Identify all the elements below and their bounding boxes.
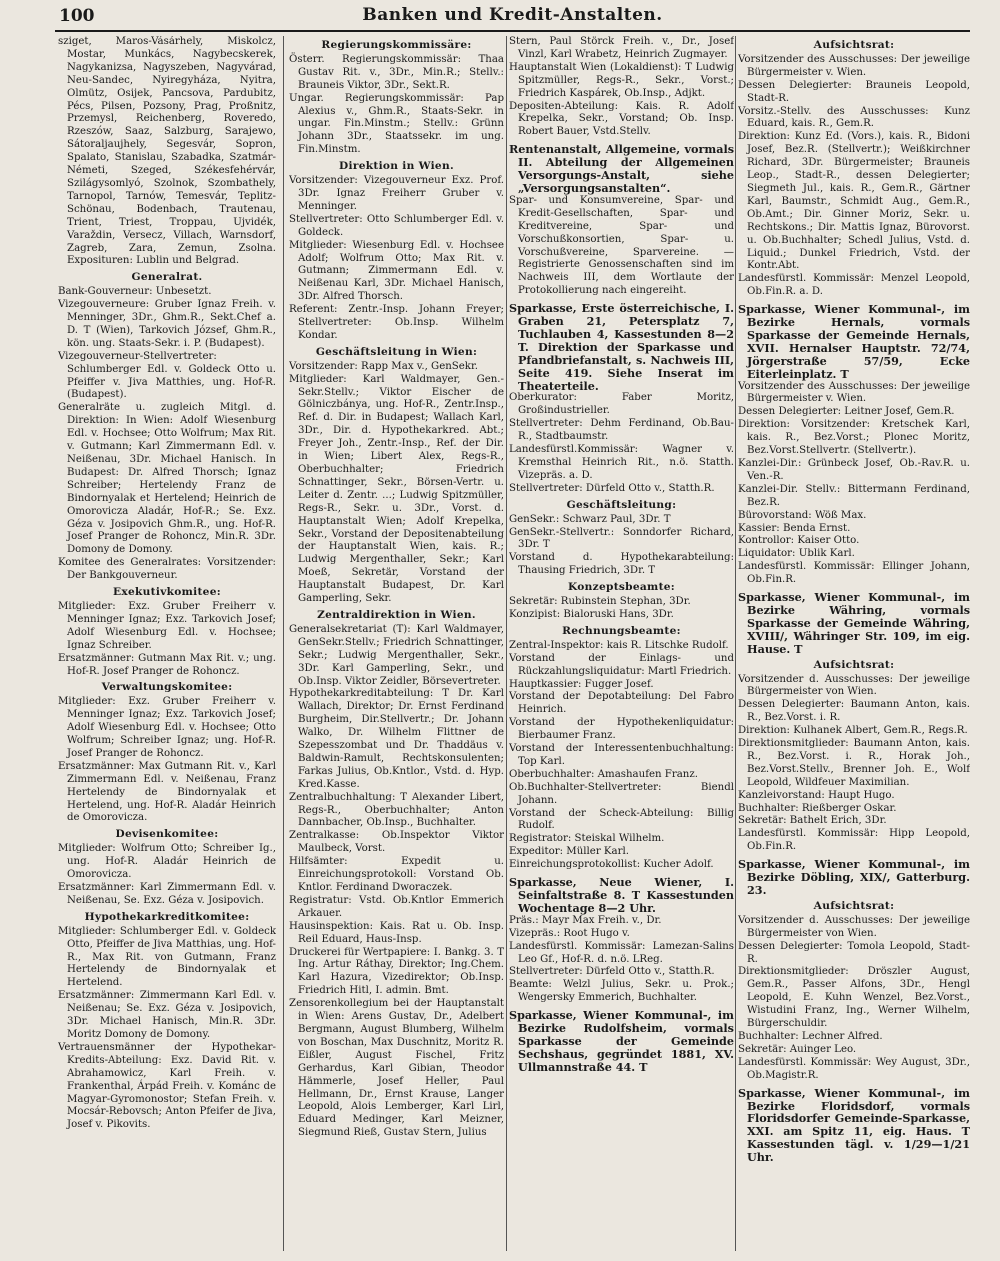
entry-paragraph: Bank-Gouverneur: Unbesetzt. <box>58 286 212 298</box>
section-heading: Aufsichtsrat: <box>813 658 895 671</box>
entry-paragraph: Zentral-Inspektor: kais R. Litschke Rudolf. <box>509 639 729 651</box>
text-column-2 <box>289 36 504 1251</box>
entry-paragraph: Einreichungsprotokollist: Kucher Adolf. <box>509 859 714 871</box>
entry-paragraph: Registratur: Vstd. Ob.Kntlor Emmerich Arkauer. <box>289 894 504 919</box>
section-heading: Zentraldirektion in Wien. <box>317 608 476 621</box>
entry-paragraph: Konzipist: Bialoruski Hans, 3Dr. <box>509 608 674 620</box>
entry-paragraph: Vizepräs.: Root Hugo v. <box>509 927 630 939</box>
entry-paragraph: Direktion: Kulhanek Albert, Gem.R., Regs.R. <box>738 725 968 737</box>
entry-paragraph: Sekretär: Rubinstein Stephan, 3Dr. <box>509 596 691 608</box>
entry-paragraph: Dessen Delegierter: Brauneis Leopold, Stadt-R. <box>738 79 970 104</box>
entry-paragraph: Hypothekarkreditabteilung: T Dr. Karl Wallach, Direktor; Dr. Ernst Ferdinand Burgheim, Dir.Stellvertr.; Dr. Johann Walko, Dr. Wilhelm Flittner de Szepesszombat und Dr. Thaddäus v. Baldwin-Ramult, Rechtskonsulenten; Farkas Julius, Ob.Kntlor., Vstd. d. Hyp. Kred.Kasse. <box>289 688 504 790</box>
entry-paragraph: Hilfsämter: Expedit u. Einreichungsprotokoll: Vorstand Ob. Kntlor. Ferdinand Dworaczek. <box>289 856 504 893</box>
entry-paragraph: Mitglieder: Exz. Gruber Freiherr v. Menninger Ignaz; Exz. Tarkovich Josef; Adolf Wiesenburg Edl. v. Hochsee; Ignaz Schreiber. <box>58 600 276 651</box>
entry-paragraph: Ungar. Regierungskommissär: Pap Alexius v., Ghm.R., Staats-Sekr. in ungar. Fin.Minstm.; Stellv.: Grünn Johann 3Dr., Staatssekr. im ung. Fin.Minstm. <box>289 92 504 156</box>
entry-paragraph: Dessen Delegierter: Baumann Anton, kais. R., Bez.Vorst. i. R. <box>738 699 970 724</box>
column-rule <box>506 36 507 1251</box>
entry-paragraph: Hausinspektion: Kais. Rat u. Ob. Insp. Reil Eduard, Haus-Insp. <box>289 920 504 945</box>
entry-paragraph: Sekretär: Auinger Leo. <box>738 1043 857 1055</box>
entry-paragraph: Mitglieder: Karl Waldmayer, Gen.-Sekr.Stellv.; Viktor Eischer de Gölniczbánya, ung. Hof-R., Zentr.Insp., Ref. d. Dir. in Budapest; Wallach Karl, 3Dr., Dir. d. Hypothekarkred. Abt.; Freyer Joh., Zentr.-Insp., Ref. der Dir. in Wien; Libert Alex, Regs-R., Oberbuchhalter; Friedrich Schnattinger, Sekr., Börsen-Vertr. u. Leiter d. Zentr. ...; Ludwig Spitzmüller, Regs-R., Sekr. u. 3Dr., Vorst. d. Hauptanstalt Wien; Adolf Krepelka, Sekr., Vorstand der Depositenabteilung der Hauptanstalt Wien, kais. R.; Ludwig Mergenthaller, Sekr.; Karl Moeß, Sekretär, Vorstand der Hauptanstalt Budapest, Dr. Karl Gamperling, Sekr. <box>289 373 504 605</box>
entry-paragraph: Spar- und Konsumvereine, Spar- und Kredit-Gesellschaften, Spar- und Kreditvereine, Spar- und Vorschußkonsortien, Spar- u. Vorschußvereine, Sparvereine. — Registrierte Genossenschaften sind im Nachweis III, dem Wortlaute der Protokollierung nach eingereiht. <box>509 194 734 297</box>
entry-paragraph: Buchhalter: Rießberger Oskar. <box>738 802 897 814</box>
entry-heading: Sparkasse, Wiener Kommunal-, im Bezirke Döbling, XIX/, Gatterburg. 23. <box>738 857 970 897</box>
entry-paragraph: Oberkurator: Faber Moritz, Großindustrieller. <box>509 392 734 417</box>
text-column-1 <box>58 36 276 1251</box>
entry-paragraph: Ob.Buchhalter-Stellvertreter: Biendl Johann. <box>509 781 734 806</box>
entry-paragraph: Liquidator: Ublik Karl. <box>738 548 855 560</box>
entry-paragraph: Vorsitzender d. Ausschusses: Der jeweilige Bürgermeister von Wien. <box>738 914 970 939</box>
entry-paragraph: Hauptkassier: Fugger Josef. <box>509 678 654 690</box>
entry-paragraph: Vorstand der Einlags- und Rückzahlungsliquidatur: Martl Friedrich. <box>509 652 734 677</box>
entry-paragraph: Mitglieder: Schlumberger Edl. v. Goldeck Otto, Pfeiffer de Jiva Matthias, ung. Hof-R., Max Rit. von Gutmann, Franz Hertelendy de Bindornyalak et Hertelend. <box>58 925 276 989</box>
entry-paragraph: Hauptanstalt Wien (Lokaldienst): T Ludwig Spitzmüller, Regs-R., Sekr., Vorst.; Friedrich Kaspárek, Ob.Insp., Adjkt. <box>509 61 734 99</box>
entry-paragraph: Generalräte u. zugleich Mitgl. d. Direktion: In Wien: Adolf Wiesenburg Edl. v. Hochsee; Otto Wolfrum; Max Rit. v. Gutmann; Karl Zimmermann Edl. v. Neißenau, 3Dr. Michael Hanisch. In Budapest: Dr. Alfred Thorsch; Ignaz Schreiber; Hertelendy Franz de Bindornyalak et Hertelend; Heinrich de Omorovicza Aladár, Hof-R.; Se. Exz. Géza v. Josipovich Ghm.R., ung. Hof-R. Josef Pranger de Rohoncz, Min.R. 3Dr. Domony de Domony. <box>58 402 276 556</box>
entry-paragraph: Stellvertreter: Dürfeld Otto v., Statth.R. <box>509 482 715 494</box>
column-rule <box>735 36 736 1251</box>
entry-paragraph: Vorsitzender des Ausschusses: Der jeweilige Bürgermeister v. Wien. <box>738 53 970 78</box>
section-heading: Rechnungsbeamte: <box>562 624 681 637</box>
entry-paragraph: Buchhalter: Lechner Alfred. <box>738 1030 883 1042</box>
entry-paragraph: Stellvertreter: Otto Schlumberger Edl. v. Goldeck. <box>289 213 504 238</box>
entry-heading: Sparkasse, Wiener Kommunal-, im Bezirke Floridsdorf, vormals Floridsdorfer Gemeinde-Sparkasse, XXI. am Spitz 11, eig. Haus. T Kassestunden tägl. v. 1/29—1/21 Uhr. <box>738 1085 970 1165</box>
entry-heading: Sparkasse, Erste österreichische, I. Graben 21, Petersplatz 7, Tuchlauben 4, Kassestunden 8—2 T. Direktion der Sparkasse und Pfandbriefanstalt, s. Nachweis III, Seite 419. Siehe Inserat im Theaterteile. <box>509 301 734 393</box>
entry-paragraph: Zentralkasse: Ob.Inspektor Viktor Maulbeck, Vorst. <box>289 830 504 855</box>
entry-paragraph: Vorstand der Interessentenbuchhaltung: Top Karl. <box>509 743 734 767</box>
entry-paragraph: Stellvertreter: Dehm Ferdinand, Ob.Bau-R., Stadtbaumstr. <box>509 418 734 443</box>
entry-paragraph: Kanzleivorstand: Haupt Hugo. <box>738 789 895 801</box>
entry-paragraph: Dessen Delegierter: Tomola Leopold, Stadt-R. <box>738 940 970 965</box>
entry-paragraph: Vorsitzender: Rapp Max v., GenSekr. <box>289 360 478 372</box>
entry-paragraph: Direktionsmitglieder: Baumann Anton, kais. R., Bez.Vorst. i. R., Horak Joh., Bez.Vorst.Stellv., Brenner Joh. E., Wolf Leopold, Wildfeuer Maximilian. <box>738 738 970 788</box>
entry-paragraph: Direktionsmitglieder: Dröszler August, Gem.R., Passer Alfons, 3Dr., Hengl Leopold, E. Kuhn Wenzel, Bez.Vorst., Wistudini Franz, Ing., Werner Wilhelm, Bürgerschuldir. <box>738 966 970 1030</box>
page-number: 100 <box>59 6 95 26</box>
entry-paragraph: Vizegouverneure: Gruber Ignaz Freih. v. Menninger, 3Dr., Ghm.R., Sekt.Chef a. D. T (Wien), Tarkovich József, Ghm.R., kön. ung. Staats-Sekr. i. P. (Budapest). <box>58 299 276 349</box>
running-title: Banken und Kredit-Anstalten. <box>362 5 663 25</box>
entry-paragraph: sziget, Maros-Vásárhely, Miskolcz, Mostar, Munkács, Nagybecskerek, Nagykanizsa, Nagyszeben, Nagyvárad, Neu-Sandec, Nyiregyháza, Nyitra, Olmütz, Osijek, Pancsova, Pardubitz, Pécs, Pilsen, Pozsony, Prag, Proßnitz, Przemysl, Reichenberg, Roveredo, Rzeszów, Saaz, Salzburg, Sarajewo, Sátoraljaujhely, Segesvár, Sopron, Spalato, Stanislau, Szabadka, Szatmár-Németi, Szeged, Székesfehérvár, Szilágysomlyó, Szolnok, Szombathely, Tarnopol, Tarnów, Temesvár, Teplitz-Schönau, Bodenbach, Trautenau, Trient, Triest, Troppau, Ujvidék, Varaždin, Versecz, Villach, Warnsdorf, Zagreb, Zara, Zemun, Zsolna. Exposituren: Lublin und Belgrad. <box>58 36 276 267</box>
entry-paragraph: Druckerei für Wertpapiere: I. Bankg. 3. T Ing. Artur Ráthay, Direktor; Ing.Chem. Karl Hazura, Vizedirektor; Ob.Insp. Friedrich Hitl, I. admin. Bmt. <box>289 946 504 997</box>
entry-paragraph: Landesfürstl. Kommissär: Ellinger Johann, Ob.Fin.R. <box>738 561 970 586</box>
entry-heading: Sparkasse, Neue Wiener, I. Seinfaltstraße 8. T Kassestunden Wochentage 8—2 Uhr. <box>509 875 734 915</box>
entry-paragraph: Österr. Regierungskommissär: Thaa Gustav Rit. v., 3Dr., Min.R.; Stellv.: Brauneis Viktor, 3Dr., Sekt.R. <box>289 53 504 91</box>
entry-heading: Sparkasse, Wiener Kommunal-, im Bezirke Rudolfsheim, vormals Sparkasse der Gemeinde Sechshaus, gegründet 1881, XV. Ullmannstraße 44. T <box>509 1008 734 1074</box>
entry-paragraph: Registrator: Steiskal Wilhelm. <box>509 833 665 845</box>
section-heading: Generalrat. <box>131 271 203 284</box>
entry-paragraph: Ersatzmänner: Zimmermann Karl Edl. v. Neißenau; Se. Exz. Géza v. Josipovich, 3Dr. Michael Hanisch, Min.R. 3Dr. Moritz Domony de Domony. <box>58 990 276 1040</box>
section-heading: Aufsichtsrat: <box>813 899 895 912</box>
entry-paragraph: Mitglieder: Wolfrum Otto; Schreiber Ig., ung. Hof-R. Aladár Heinrich de Omorovicza. <box>58 843 276 881</box>
section-heading: Exekutivkomitee: <box>113 586 221 599</box>
entry-paragraph: Kanzlei-Dir. Stellv.: Bittermann Ferdinand, Bez.R. <box>738 483 970 508</box>
entry-paragraph: Vertrauensmänner der Hypothekar-Kredits-Abteilung: Exz. David Rit. v. Abrahamowicz, Karl Freih. v. Frankenthal, Árpád Freih. v. Kománc de Magyar-Gyromonostor; Stefan Freih. v. Mocsár-Rebovsch; Anton Pfeifer de Jiva, Josef v. Pikovits. <box>58 1041 276 1131</box>
section-heading: Geschäftsleitung in Wien: <box>315 345 478 358</box>
text-column-4 <box>738 36 970 1251</box>
entry-heading: Sparkasse, Wiener Kommunal-, im Bezirke Währing, vormals Sparkasse der Gemeinde Währing, XVIII/, Währinger Str. 109, im eig. Hause. T <box>738 590 970 656</box>
entry-paragraph: Landesfürstl. Kommissär: Hipp Leopold, Ob.Fin.R. <box>738 828 970 853</box>
entry-paragraph: Kassier: Benda Ernst. <box>738 522 851 534</box>
entry-paragraph: Kanzlei-Dir.: Grünbeck Josef, Ob.-Rav.R. u. Ven.-R. <box>738 458 970 482</box>
entry-paragraph: Zensorenkollegium bei der Hauptanstalt in Wien: Arens Gustav, Dr., Adelbert Bergmann, August Blumberg, Wilhelm von Boschan, Max Duschnitz, Moritz R. Eißler, August Fischel, Fritz Gerhardus, Karl Gibian, Theodor Hämmerle, Josef Heller, Paul Hellmann, Dr., Ernst Krause, Langer Leopold, Alois Lemberger, Karl Lirl, Eduard Medinger, Karl Meizner, Siegmund Rieß, Gustav Stern, Julius <box>289 998 504 1139</box>
entry-paragraph: Vorsitzender d. Ausschusses: Der jeweilige Bürgermeister von Wien. <box>738 673 970 698</box>
entry-paragraph: Dessen Delegierter: Leitner Josef, Gem.R. <box>738 406 955 418</box>
entry-paragraph: Vorsitz.-Stellv. des Ausschusses: Kunz Eduard, kais. R., Gem.R. <box>738 105 970 130</box>
entry-paragraph: Stern, Paul Störck Freih. v., Dr., Josef Vinzl, Karl Wrabetz, Heinrich Zugmayer. <box>509 36 734 60</box>
section-heading: Regierungskommissäre: <box>321 39 472 51</box>
entry-paragraph: Generalsekretariat (T): Karl Waldmayer, GenSekr.Stellv.; Friedrich Schnattinger, Sekr.; Ludwig Mergenthaller, Sekr., 3Dr. Karl Gamperling, Sekr., und Ob.Insp. Viktor Zeidler, Börsevertreter. <box>289 623 504 687</box>
entry-paragraph: Ersatzmänner: Gutmann Max Rit. v.; ung. Hof-R. Josef Pranger de Rohoncz. <box>58 652 276 677</box>
entry-paragraph: Landesfürstl. Kommissär: Wey August, 3Dr., Ob.Magistr.R. <box>738 1056 970 1081</box>
section-heading: Verwaltungskomitee: <box>101 681 233 694</box>
entry-paragraph: Ersatzmänner: Max Gutmann Rit. v., Karl Zimmermann Edl. v. Neißenau, Franz Hertelendy de Bindornyalak et Hertelend, ung. Hof-R. Aladár Heinrich de Omorovicza. <box>58 760 276 824</box>
entry-paragraph: Direktion: Vorsitzender: Kretschek Karl, kais. R., Bez.Vorst.; Plonec Moritz, Bez.Vorst.Stellvertr. (Stellvertr.). <box>738 419 970 457</box>
page-header <box>55 4 970 32</box>
entry-paragraph: Zentralbuchhaltung: T Alexander Libert, Regs-R., Oberbuchhalter; Anton Dannbacher, Ob.Insp., Buchhalter. <box>289 791 504 829</box>
entry-paragraph: Mitglieder: Exz. Gruber Freiherr v. Menninger Ignaz; Exz. Tarkovich Josef; Adolf Wiesenburg Edl. v. Hochsee; Otto Wolfrum; Schreiber Ignaz; ung. Hof-R. Josef Pranger de Rohoncz. <box>58 696 276 759</box>
section-heading: Konzeptsbeamte: <box>567 581 676 594</box>
entry-paragraph: Kontrollor: Kaiser Otto. <box>738 535 860 547</box>
section-heading: Hypothekarkreditkomitee: <box>84 910 250 923</box>
entry-paragraph: Direktion: Kunz Ed. (Vors.), kais. R., Bidoni Josef, Bez.R. (Stellvertr.); Weißkirchner Richard, 3Dr. Bürgermeister; Brauneis Leop., Stadt-R., dessen Delegierter; Siegmeth Jul., kais. R., Gem.R., Gärtner Karl, Baumstr., Schmidt Aug., Gem.R., Ob.Amt.; Dir. Ginner Moriz, Sekr. u. Rechtskons.; Dir. Mattis Ignaz, Bürovorst. u. Ob.Buchhalter; Schedl Julius, Vstd. d. Liquid.; Dunkel Friedrich, Vstd. der Kontr.Abt. <box>738 131 970 272</box>
entry-paragraph: Vorstand d. Hypothekarabteilung: Thausing Friedrich, 3Dr. T <box>509 552 734 577</box>
column-rule <box>283 36 284 1251</box>
entry-paragraph: Vizegouverneur-Stellvertreter: Schlumberger Edl. v. Goldeck Otto u. Pfeiffer v. Jiva Matthies, ung. Hof-R. (Budapest). <box>58 350 276 401</box>
entry-paragraph: Landesfürstl. Kommissär: Menzel Leopold, Ob.Fin.R. a. D. <box>738 273 970 298</box>
section-heading: Direktion in Wien. <box>339 160 454 173</box>
entry-paragraph: Stellvertreter: Dürfeld Otto v., Statth.R. <box>509 966 715 978</box>
entry-paragraph: Ersatzmänner: Karl Zimmermann Edl. v. Neißenau, Se. Exz. Géza v. Josipovich. <box>58 882 276 906</box>
entry-paragraph: Oberbuchhalter: Amashaufen Franz. <box>509 768 698 780</box>
entry-paragraph: Vorstand der Hypothekenliquidatur: Bierbaumer Franz. <box>509 717 734 742</box>
entry-paragraph: Vorstand der Depotabteilung: Del Fabro Heinrich. <box>509 691 734 716</box>
entry-paragraph: Vorsitzender des Ausschusses: Der jeweilige Bürgermeister v. Wien. <box>738 380 970 405</box>
entry-paragraph: Vorstand der Scheck-Abteilung: Billig Rudolf. <box>509 807 734 832</box>
section-heading: Geschäftsleitung: <box>566 498 677 511</box>
entry-paragraph: Referent: Zentr.-Insp. Johann Freyer; Stellvertreter: Ob.Insp. Wilhelm Kondar. <box>289 304 504 341</box>
text-column-3 <box>509 36 734 1251</box>
entry-paragraph: Landesfürstl. Kommissär: Lamezan-Salins Leo Gf., Hof-R. d. n.ö. LReg. <box>509 940 734 965</box>
section-heading: Aufsichtsrat: <box>813 39 895 51</box>
entry-paragraph: Expeditor: Müller Karl. <box>509 846 629 858</box>
entry-paragraph: Mitglieder: Wiesenburg Edl. v. Hochsee Adolf; Wolfrum Otto; Max Rit. v. Gutmann; Zimmermann Edl. v. Neißenau Karl, 3Dr. Michael Hanisch, 3Dr. Alfred Thorsch. <box>289 239 504 303</box>
entry-paragraph: Depositen-Abteilung: Kais. R. Adolf Krepelka, Sekr., Vorstand; Ob. Insp. Robert Bauer, Vstd.Stellv. <box>509 100 734 138</box>
entry-heading: Sparkasse, Wiener Kommunal-, im Bezirke Hernals, vormals Sparkasse der Gemeinde Hernals, XVII. Hernalser Hauptstr. 72/74, Jörgerstraße 57/59, Ecke Eiterleinplatz. T <box>738 302 970 381</box>
entry-paragraph: Präs.: Mayr Max Freih. v., Dr. <box>509 914 662 926</box>
entry-paragraph: GenSekr.-Stellvertr.: Sonndorfer Richard, 3Dr. T <box>509 526 734 551</box>
entry-heading: Rentenanstalt, Allgemeine, vormals II. Abteilung der Allgemeinen Versorgungs-Anstalt, siehe „Versorgungsanstalten“. <box>509 142 734 195</box>
entry-paragraph: GenSekr.: Schwarz Paul, 3Dr. T <box>509 513 671 525</box>
entry-paragraph: Bürovorstand: Wöß Max. <box>738 509 867 521</box>
entry-paragraph: Vorsitzender: Vizegouverneur Exz. Prof. 3Dr. Ignaz Freiherr Gruber v. Menninger. <box>289 175 504 212</box>
entry-paragraph: Komitee des Generalrates: Vorsitzender: Der Bankgouverneur. <box>58 557 276 582</box>
entry-paragraph: Sekretär: Bathelt Erich, 3Dr. <box>738 815 887 827</box>
entry-paragraph: Landesfürstl.Kommissär: Wagner v. Kremsthal Heinrich Rit., n.ö. Statth. Vizepräs. a. D. <box>509 444 734 481</box>
entry-paragraph: Beamte: Welzl Julius, Sekr. u. Prok.; Wengersky Emmerich, Buchhalter. <box>509 979 734 1004</box>
section-heading: Devisenkomitee: <box>115 828 219 841</box>
